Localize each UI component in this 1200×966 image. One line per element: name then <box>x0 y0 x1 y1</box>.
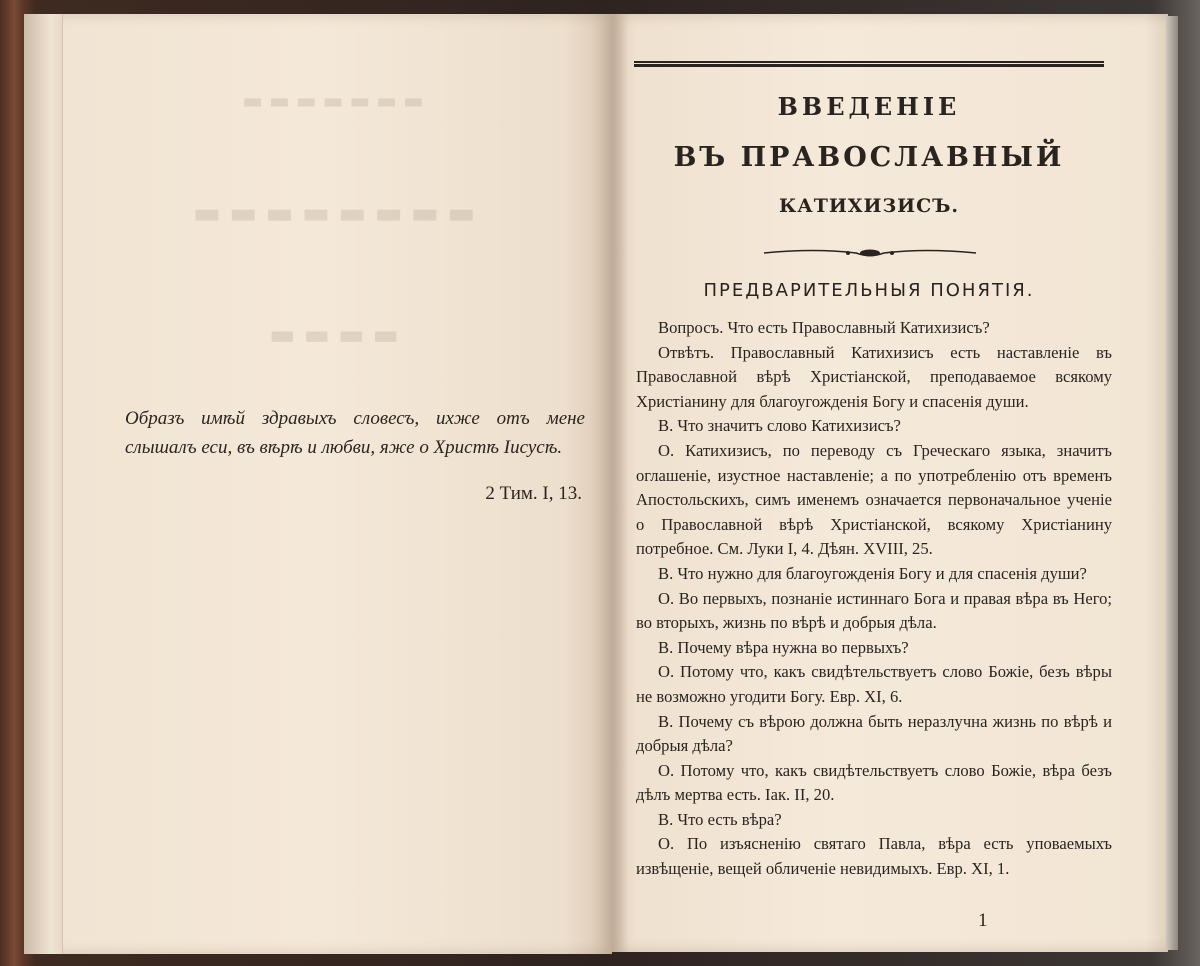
paragraph: Отвѣтъ. Православный Катихизисъ есть наставленіе въ Православной вѣрѣ Христіанской, преподаваемое всякому Христіанину для благоугожденія Богу и спасенія души. <box>636 342 1112 411</box>
paragraph: В. Почему вѣра нужна во первыхъ? <box>658 637 909 657</box>
epigraph-quote: Образъ имѣй здравыхъ словесъ, ихже отъ мене слышалъ еси, въ вѣрѣ и любви, яже о Христѣ Іисусѣ. <box>125 408 585 458</box>
paragraph: В. Что нужно для благоугожденія Богу и для спасенія души? <box>658 563 1087 583</box>
epigraph-reference: 2 Тим. I, 13. <box>485 483 582 504</box>
catechism-text <box>636 316 1112 882</box>
paragraph: О. По изъясненію святаго Павла, вѣра есть уповаемыхъ извѣщеніе, вещей обличеніе невидимыхъ. Евр. XI, 1. <box>636 834 1112 879</box>
paragraph: Вопросъ. Что есть Православный Катихизисъ? <box>658 318 990 337</box>
left-page-flyleaf-edge <box>24 14 63 954</box>
paragraph: В. Почему съ вѣрою должна быть неразлучна жизнь по вѣрѣ и добрыя дѣла? <box>636 711 1112 756</box>
show-through-text: ▬▬▬▬▬▬▬ <box>236 88 424 114</box>
paragraph: О. Потому что, какъ свидѣтельствуетъ слово Божіе, безъ вѣры не возможно угодити Богу. Евр. XI, 6. <box>636 662 1112 706</box>
chapter-title-line-1: ВВЕДЕНІЕ <box>777 92 961 121</box>
page-edge <box>1166 16 1178 950</box>
chapter-title-line-3: КАТИХИЗИСЪ. <box>778 195 960 217</box>
header-double-rule <box>634 61 1104 67</box>
paragraph: О. Катихизисъ, по переводу съ Греческаго языка, значитъ оглашеніе, изустное наставленіе; а по употребленію отъ временъ Апостольскихъ, симъ именемъ означается первоначальное ученіе о Православной вѣрѣ Христіанской, всякому Христіанину потребное. См. Луки I, 4. Дѣян. XVIII, 25. <box>636 440 1112 559</box>
show-through-text: ▬▬▬▬ <box>261 318 399 351</box>
paragraph: О. Во первыхъ, познаніе истиннаго Бога и правая вѣра въ Него; во вторыхъ, жизнь по вѣрѣ и добрыя дѣла. <box>636 588 1112 633</box>
ornament-divider-icon <box>760 246 980 260</box>
section-heading: ПРЕДВАРИТЕЛЬНЫЯ ПОНЯТІЯ. <box>703 280 1035 301</box>
paragraph: В. Что есть вѣра? <box>658 809 782 829</box>
paragraph: В. Что значитъ слово Катихизисъ? <box>658 416 901 436</box>
paragraph: О. Потому что, какъ свидѣтельствуетъ слово Божіе, вѣра безъ дѣлъ мертва есть. Іак. II, 20. <box>636 760 1112 805</box>
page-number: 1 <box>978 910 988 931</box>
show-through-text: ▬▬▬▬▬▬▬▬ <box>184 196 476 231</box>
chapter-title-line-2: ВЪ ПРАВОСЛАВНЫЙ <box>673 142 1065 173</box>
